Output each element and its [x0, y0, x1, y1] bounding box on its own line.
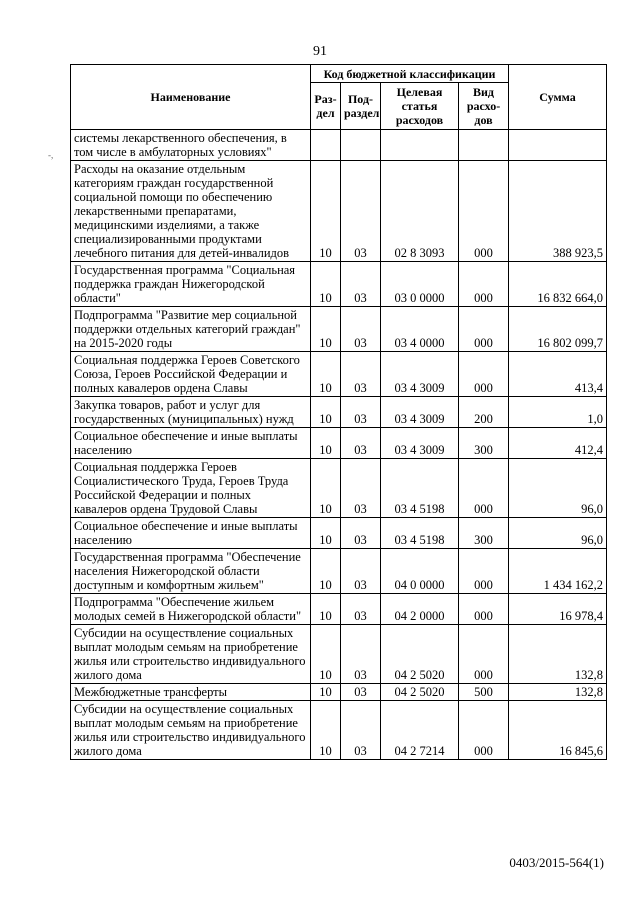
row-summa: 16 845,6 [509, 701, 607, 760]
row-vid: 000 [459, 701, 509, 760]
table-row [71, 307, 607, 352]
header-summa: Сумма [509, 65, 607, 130]
header-code-group: Код бюджетной классификации [311, 65, 509, 83]
header-vid: Вид расхо- дов [459, 83, 509, 130]
row-vid: 000 [459, 161, 509, 262]
row-razdel: 10 [311, 701, 341, 760]
row-razdel: 10 [311, 684, 341, 701]
table-row [71, 352, 607, 397]
row-razdel: 10 [311, 352, 341, 397]
row-tselevaya: 03 4 3009 [381, 428, 459, 459]
row-razdel [311, 130, 341, 161]
row-name: Закупка товаров, работ и услуг для государственных (муниципальных) нужд [71, 397, 311, 428]
row-tselevaya [381, 130, 459, 161]
row-vid: 000 [459, 352, 509, 397]
row-podrazdel: 03 [341, 549, 381, 594]
row-podrazdel: 03 [341, 161, 381, 262]
row-podrazdel [341, 130, 381, 161]
row-name: системы лекарственного обеспечения, в том числе в амбулаторных условиях" [71, 130, 311, 161]
row-summa: 132,8 [509, 684, 607, 701]
table-row [71, 428, 607, 459]
row-vid: 000 [459, 262, 509, 307]
row-name: Подпрограмма "Обеспечение жильем молодых семей в Нижегородской области" [71, 594, 311, 625]
row-vid: 000 [459, 459, 509, 518]
header-razdel: Раз- дел [311, 83, 341, 130]
row-tselevaya: 03 4 3009 [381, 352, 459, 397]
row-name: Субсидии на осуществление социальных выплат молодым семьям на приобретение жилья или строительство индивидуального жилого дома [71, 625, 311, 684]
row-vid: 000 [459, 625, 509, 684]
row-summa: 1 434 162,2 [509, 549, 607, 594]
table-row [71, 701, 607, 760]
row-vid: 300 [459, 518, 509, 549]
row-summa: 16 978,4 [509, 594, 607, 625]
row-summa: 96,0 [509, 518, 607, 549]
row-tselevaya: 03 0 0000 [381, 262, 459, 307]
row-name: Социальная поддержка Героев Социалистического Труда, Героев Труда Российской Федерации и полных кавалеров ордена Трудовой Славы [71, 459, 311, 518]
row-tselevaya: 04 2 7214 [381, 701, 459, 760]
table-row [71, 518, 607, 549]
document-code: 0403/2015-564(1) [509, 855, 604, 870]
row-razdel: 10 [311, 518, 341, 549]
row-summa: 388 923,5 [509, 161, 607, 262]
row-summa: 16 802 099,7 [509, 307, 607, 352]
row-name: Подпрограмма "Развитие мер социальной поддержки отдельных категорий граждан" на 2015-2020 годы [71, 307, 311, 352]
row-tselevaya: 03 4 5198 [381, 518, 459, 549]
row-razdel: 10 [311, 262, 341, 307]
row-summa: 16 832 664,0 [509, 262, 607, 307]
header-podrazdel: Под- раздел [341, 83, 381, 130]
row-name: Социальная поддержка Героев Советского Союза, Героев Российской Федерации и полных кавалеров ордена Славы [71, 352, 311, 397]
row-vid: 200 [459, 397, 509, 428]
row-vid: 500 [459, 684, 509, 701]
row-summa: 1,0 [509, 397, 607, 428]
row-razdel: 10 [311, 161, 341, 262]
row-razdel: 10 [311, 428, 341, 459]
row-vid: 000 [459, 549, 509, 594]
table-row [71, 130, 607, 161]
row-tselevaya: 02 8 3093 [381, 161, 459, 262]
row-podrazdel: 03 [341, 518, 381, 549]
row-razdel: 10 [311, 307, 341, 352]
row-tselevaya: 04 0 0000 [381, 549, 459, 594]
row-summa [509, 130, 607, 161]
row-tselevaya: 03 4 0000 [381, 307, 459, 352]
budget-table [70, 64, 607, 760]
header-tselevaya: Целевая статья расходов [381, 83, 459, 130]
row-podrazdel: 03 [341, 684, 381, 701]
row-podrazdel: 03 [341, 307, 381, 352]
table-row [71, 397, 607, 428]
row-razdel: 10 [311, 397, 341, 428]
row-podrazdel: 03 [341, 594, 381, 625]
row-podrazdel: 03 [341, 625, 381, 684]
row-tselevaya: 03 4 5198 [381, 459, 459, 518]
row-podrazdel: 03 [341, 397, 381, 428]
row-razdel: 10 [311, 549, 341, 594]
row-name: Государственная программа "Социальная поддержка граждан Нижегородской области" [71, 262, 311, 307]
row-vid: 000 [459, 307, 509, 352]
row-tselevaya: 04 2 5020 [381, 684, 459, 701]
row-tselevaya: 03 4 3009 [381, 397, 459, 428]
row-tselevaya: 04 2 0000 [381, 594, 459, 625]
row-summa: 96,0 [509, 459, 607, 518]
margin-mark: -, [48, 150, 54, 160]
row-name: Межбюджетные трансферты [71, 684, 311, 701]
row-podrazdel: 03 [341, 352, 381, 397]
row-podrazdel: 03 [341, 459, 381, 518]
row-summa: 132,8 [509, 625, 607, 684]
row-name: Субсидии на осуществление социальных выплат молодым семьям на приобретение жилья или строительство индивидуального жилого дома [71, 701, 311, 760]
row-podrazdel: 03 [341, 428, 381, 459]
row-name: Социальное обеспечение и иные выплаты населению [71, 428, 311, 459]
row-razdel: 10 [311, 594, 341, 625]
row-name: Расходы на оказание отдельным категориям граждан государственной социальной помощи по обеспечению лекарственными препаратами, медицинскими изделиями, а также специализированными продуктами лечебного питания для детей-инвалидов [71, 161, 311, 262]
header-name: Наименование [71, 65, 311, 130]
table-row [71, 459, 607, 518]
table-row [71, 594, 607, 625]
row-vid: 000 [459, 594, 509, 625]
row-name: Социальное обеспечение и иные выплаты населению [71, 518, 311, 549]
row-razdel: 10 [311, 625, 341, 684]
table-row [71, 684, 607, 701]
row-vid: 300 [459, 428, 509, 459]
row-tselevaya: 04 2 5020 [381, 625, 459, 684]
row-razdel: 10 [311, 459, 341, 518]
row-vid [459, 130, 509, 161]
header-row-1 [71, 65, 607, 83]
page-number: 91 [313, 44, 327, 59]
table-row [71, 161, 607, 262]
table-row [71, 549, 607, 594]
row-podrazdel: 03 [341, 262, 381, 307]
table-row [71, 625, 607, 684]
table-row [71, 262, 607, 307]
row-summa: 412,4 [509, 428, 607, 459]
row-name: Государственная программа "Обеспечение населения Нижегородской области доступным и комфортным жильем" [71, 549, 311, 594]
row-podrazdel: 03 [341, 701, 381, 760]
row-summa: 413,4 [509, 352, 607, 397]
